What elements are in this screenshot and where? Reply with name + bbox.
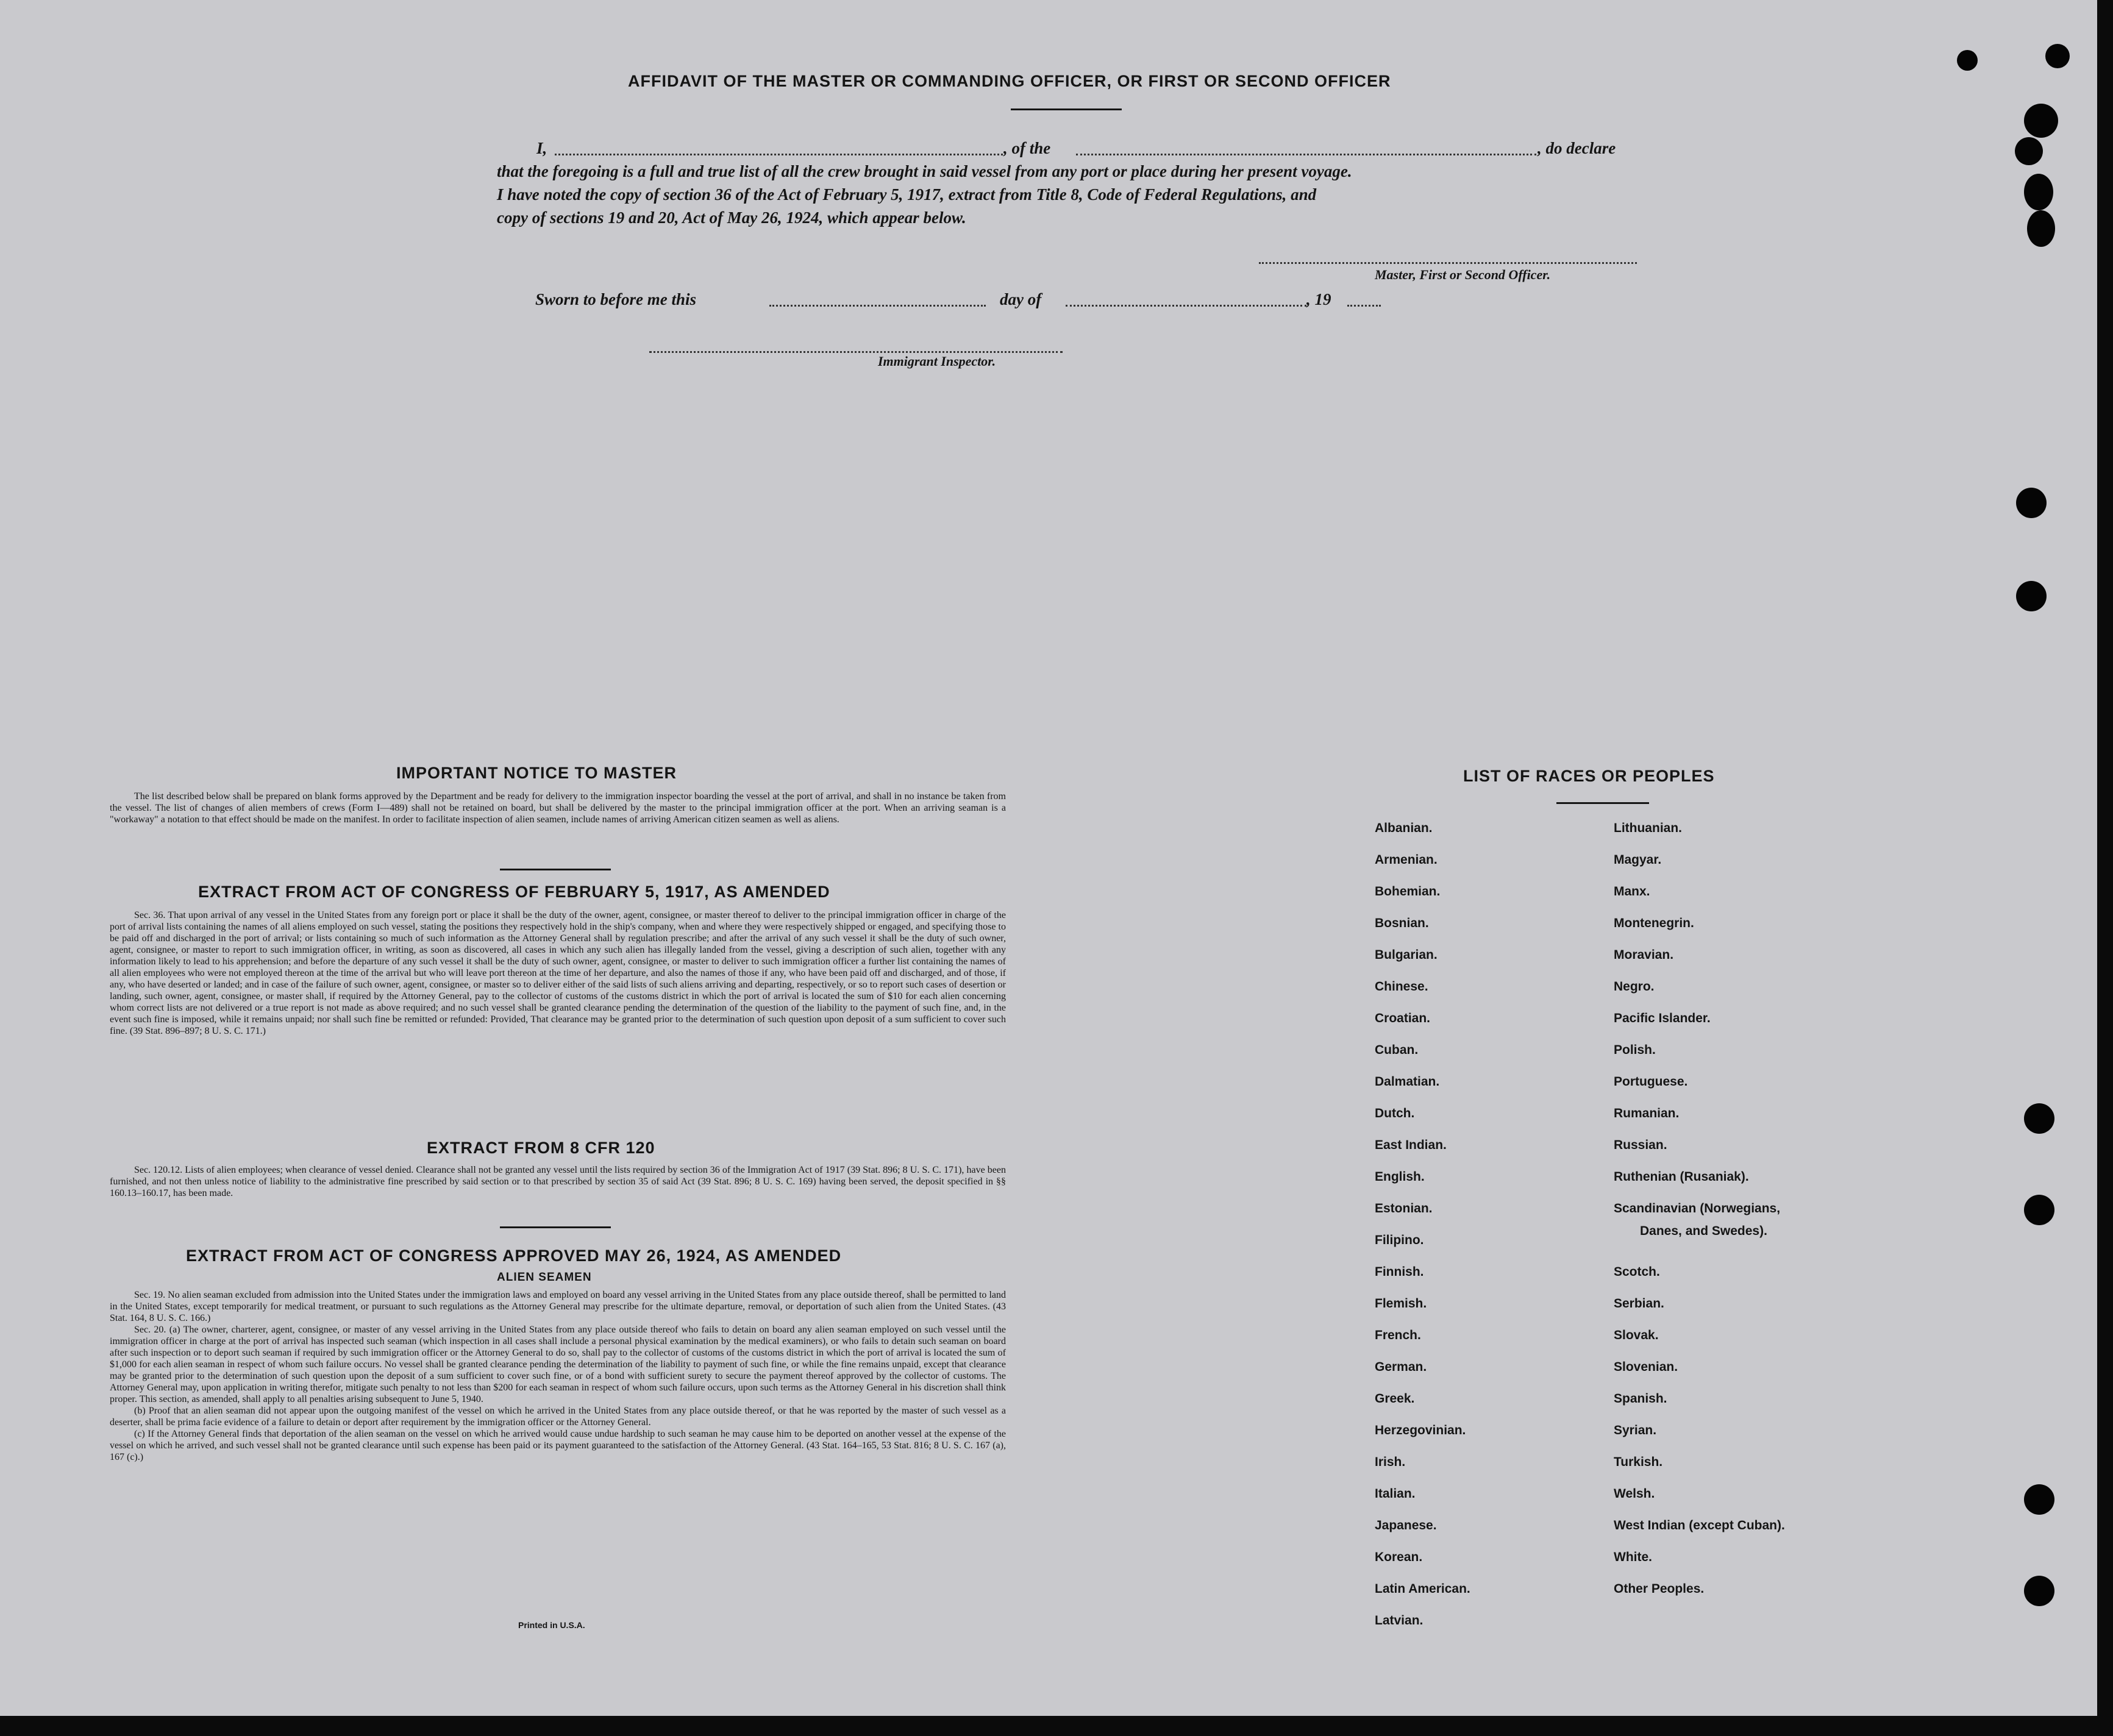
printed-in-usa: Printed in U.S.A. — [518, 1620, 585, 1630]
sworn-month-field[interactable] — [1066, 293, 1306, 307]
race-item: Other Peoples. — [1614, 1582, 1705, 1596]
year-label: , 19 — [1306, 290, 1331, 308]
extract-1917-text-block — [110, 909, 1006, 1037]
race-item: Syrian. — [1614, 1423, 1657, 1437]
race-item: Filipino. — [1375, 1233, 1424, 1247]
race-item: Montenegrin. — [1614, 916, 1694, 930]
punch-hole — [1957, 50, 1978, 71]
sec-36-paragraph: Sec. 36. That upon arrival of any vessel in the United States from any foreign port or place it shall be the duty of the owner, agent, consignee, or master thereof to deliver to the principal immigration officer in charge of the port of arrival lists containing the names of all aliens employed on such vessel, stating the positions they respectively hold in the ship's company, when and where they were respectively shipped or engaged, and specifying those to be paid off and discharged in the port of arrival; or lists containing so much of such information as the Attorney General shall by regulation prescribe; and after the arrival of any such vessel it shall be the duty of such owner, agent, consignee, or master to report to such immigration officer, in writing, as soon as discovered, all cases in which any such alien has illegally landed from the vessel, giving a description of such alien, together with any information likely to lead to his apprehension; and before the departure of any such vessel it shall be the duty of such owner, agent, consignee, or master to deliver to such immigration officer a further list containing the names of all alien employees who were not employed thereon at the time of the arrival but who will leave port thereon at the time of her departure, and also the names of those if any, who have been paid off and discharged, and of those, if any, who have deserted or landed; and in case of the failure of such owner, agent, consignee, or master so to deliver either of the said lists of such aliens arriving and departing, respectively, or so to report such cases of desertion or landing, such owner, agent, consignee, or master shall, if required by the Attorney General, pay to the collector of customs of the customs district in which the port of arrival is located the sum of $10 for each alien concerning whom correct lists are not delivered or a true report is not made as above required; and no such vessel shall be granted clearance pending the determination of the question of the liability to the payment of such fine, and, in the event such fine is imposed, while it remains unpaid; nor shall such fine be remitted or refunded: Provided, That clearance may be granted prior to the determination of such question upon deposit of a sum sufficient to cover such fine. (39 Stat. 896–897; 8 U. S. C. 171.) — [110, 910, 1006, 1036]
race-item: Finnish. — [1375, 1265, 1424, 1279]
punch-hole — [2027, 210, 2055, 247]
race-item: Slovak. — [1614, 1328, 1659, 1342]
extract-1924-text-block — [110, 1289, 1006, 1463]
punch-hole — [2016, 581, 2047, 611]
affidavit-title: AFFIDAVIT OF THE MASTER OR COMMANDING OFFICER, OR FIRST OR SECOND OFFICER — [628, 72, 1391, 90]
race-item: Bulgarian. — [1375, 948, 1438, 962]
race-item: Magyar. — [1614, 853, 1662, 867]
race-item: Manx. — [1614, 884, 1650, 898]
race-item: Herzegovinian. — [1375, 1423, 1466, 1437]
race-item: Turkish. — [1614, 1455, 1663, 1469]
punch-hole — [2024, 104, 2058, 138]
sec-120-paragraph: Sec. 120.12. Lists of alien employees; when clearance of vessel denied. Clearance shall not be granted any vessel until the lists required by section 36 of the Immigration Act of 1917 (39 Stat. 896; 8 U. S. C. 171), have been furnished, and not then unless notice of liability to the administrative fine prescribed by said section or to that prescribed by section 35 of said Act (39 Stat. 896; 8 U. S. C. 169) having been served, the deposit specified in §§ 160.13–160.17, has been made. — [110, 1165, 1006, 1198]
race-item: Latvian. — [1375, 1613, 1424, 1628]
sworn-date-field[interactable] — [769, 293, 986, 307]
master-signature-label: Master, First or Second Officer. — [1375, 267, 1551, 282]
race-item: German. — [1375, 1360, 1427, 1374]
race-item: Russian. — [1614, 1138, 1667, 1152]
race-item: Lithuanian. — [1614, 821, 1682, 835]
divider — [1556, 802, 1649, 804]
race-item: Armenian. — [1375, 853, 1438, 867]
race-item: Serbian. — [1614, 1297, 1664, 1311]
race-item-continuation: Danes, and Swedes). — [1640, 1224, 1767, 1238]
notice-title: IMPORTANT NOTICE TO MASTER — [396, 764, 677, 782]
race-item: Polish. — [1614, 1043, 1656, 1057]
punch-hole — [2024, 174, 2053, 210]
notice-text-block — [110, 791, 1006, 825]
race-item: Dalmatian. — [1375, 1075, 1440, 1089]
affidavit-line: copy of sections 19 and 20, Act of May 26, 1924, which appear below. — [497, 208, 966, 227]
do-declare-label: , do declare — [1538, 139, 1616, 157]
sec-20c-paragraph: (c) If the Attorney General finds that deportation of the alien seaman on the vessel on which he arrived would cause undue hardship to such seaman he may cause him to be deported on another vessel at the expense of the vessel on which he arrived, and such vessel shall not be granted clearance until such expense has been paid or its payment guaranteed to the satisfaction of the Attorney General. (43 Stat. 164–165, 53 Stat. 816; 8 U. S. C. 167 (a), 167 (c).) — [110, 1429, 1006, 1462]
race-item: Bohemian. — [1375, 884, 1441, 898]
race-item: Irish. — [1375, 1455, 1406, 1469]
punch-hole — [2024, 1103, 2054, 1134]
race-item: French. — [1375, 1328, 1421, 1342]
sec-20a-paragraph: Sec. 20. (a) The owner, charterer, agent, consignee, or master of any vessel arriving in the United States from any place outside thereof who fails to detain on board any alien seaman employed on such vessel until the immigration officer in charge at the port of arrival has inspected such seaman (which inspection in all cases shall include a personal physical examination by the medical examiners), or who fails to detain such seaman on board after such inspection or to deport such seaman if required by such immigration officer or the Attorney General to do so, shall pay to the collector of customs of the customs district in which the port of arrival is located the sum of $1,000 for each alien seaman in respect of whom such failure occurs. No vessel shall be granted clearance pending the determination of the liability to payment of such fine, or while the fine remains unpaid, except that clearance may be granted prior to the determination of such question upon the deposit of a sum sufficient to cover such fine, or of a bond with sufficient surety to secure the payment thereof approved by the collector of customs. The Attorney General may, upon application in writing therefor, mitigate such penalty to not less than $200 for each seaman in respect of whom such failure occurs, upon such terms as the Attorney General in his discretion shall think proper. This section, as amended, shall apply to all penalties arising subsequent to June 5, 1940. — [110, 1325, 1006, 1404]
race-item: Ruthenian (Rusaniak). — [1614, 1170, 1749, 1184]
inspector-signature-label: Immigrant Inspector. — [878, 354, 996, 369]
race-item: Scotch. — [1614, 1265, 1660, 1279]
master-signature-field[interactable] — [1259, 250, 1637, 264]
sec-20b-paragraph: (b) Proof that an alien seaman did not appear upon the outgoing manifest of the vessel on which he arrived in the United States from any place outside thereof, or that he was reported by the master of such vessel as a deserter, shall be prima facie evidence of a failure to detain or deport after requirement by the immigration officer or the Attorney General. — [110, 1406, 1006, 1428]
race-item: English. — [1375, 1170, 1425, 1184]
notice-paragraph: The list described below shall be prepared on blank forms approved by the Department and be ready for delivery to the immigration inspector boarding the vessel at the port of arrival, and shall in no instance be taken from the vessel. The list of changes of alien members of crews (Form I—489) shall not be retained on board, but shall be delivered by the master to the principal immigration officer at the port. When an arriving seaman is a "workaway" a notation to that effect should be made on the manifest. In order to facilitate inspection of alien seamen, include names of arriving American citizen seamen as well as aliens. — [110, 791, 1006, 825]
race-item: Scandinavian (Norwegians, — [1614, 1201, 1781, 1215]
race-item: Korean. — [1375, 1550, 1423, 1564]
race-item: Portuguese. — [1614, 1075, 1688, 1089]
sworn-label: Sworn to before me this — [535, 290, 697, 308]
affidavit-line: I have noted the copy of section 36 of the Act of February 5, 1917, extract from Title 8, Code of Federal Regulations, and — [497, 185, 1317, 204]
punch-hole — [2024, 1195, 2054, 1225]
day-of-label: day of — [1000, 290, 1042, 308]
race-item: Welsh. — [1614, 1487, 1655, 1501]
race-item: Negro. — [1614, 980, 1655, 994]
punch-hole — [2016, 488, 2047, 518]
race-item: Bosnian. — [1375, 916, 1429, 930]
alien-seamen-subtitle: ALIEN SEAMEN — [497, 1271, 592, 1284]
punch-hole — [2045, 44, 2070, 68]
race-item: Croatian. — [1375, 1011, 1431, 1025]
divider — [500, 869, 611, 870]
race-item: Slovenian. — [1614, 1360, 1678, 1374]
punch-hole — [2024, 1576, 2054, 1606]
race-item: Italian. — [1375, 1487, 1416, 1501]
punch-hole — [2024, 1484, 2054, 1515]
race-item: Pacific Islander. — [1614, 1011, 1711, 1025]
of-the-label: , of the — [1003, 139, 1051, 157]
race-item: Cuban. — [1375, 1043, 1419, 1057]
race-item: Japanese. — [1375, 1518, 1437, 1532]
race-item: Greek. — [1375, 1392, 1415, 1406]
race-item: Estonian. — [1375, 1201, 1433, 1215]
race-item: Albanian. — [1375, 821, 1433, 835]
declarant-name-field[interactable] — [555, 141, 1003, 155]
extract-1924-title: EXTRACT FROM ACT OF CONGRESS APPROVED MAY 26, 1924, AS AMENDED — [186, 1247, 842, 1265]
inspector-signature-field[interactable] — [649, 339, 1063, 353]
race-item: Dutch. — [1375, 1106, 1415, 1120]
extract-1917-title: EXTRACT FROM ACT OF CONGRESS OF FEBRUARY 5, 1917, AS AMENDED — [198, 883, 830, 901]
affidavit-line: that the foregoing is a full and true list of all the crew brought in said vessel from any port or place during her present voyage. — [497, 162, 1352, 180]
extract-cfr-text-block — [110, 1164, 1006, 1199]
races-title: LIST OF RACES OR PEOPLES — [1463, 767, 1715, 785]
punch-hole — [2015, 137, 2043, 165]
vessel-name-field[interactable] — [1076, 141, 1536, 155]
declarant-label: I, — [536, 139, 547, 157]
race-item: Rumanian. — [1614, 1106, 1680, 1120]
race-item: Chinese. — [1375, 980, 1428, 994]
divider — [500, 1226, 611, 1228]
race-item: Moravian. — [1614, 948, 1674, 962]
race-item: East Indian. — [1375, 1138, 1447, 1152]
sec-19-paragraph: Sec. 19. No alien seaman excluded from admission into the United States under the immigration laws and employed on board any vessel arriving in the United States from any place outside thereof, shall be permitted to land in the United States, except temporarily for medical treatment, or pursuant to such regulations as the Attorney General may prescribe for the ultimate departure, removal, or deportation of such alien from the United States. (43 Stat. 164, 8 U. S. C. 166.) — [110, 1290, 1006, 1323]
race-item: White. — [1614, 1550, 1652, 1564]
race-item: West Indian (except Cuban). — [1614, 1518, 1785, 1532]
extract-cfr-title: EXTRACT FROM 8 CFR 120 — [427, 1139, 655, 1157]
race-item: Latin American. — [1375, 1582, 1470, 1596]
divider — [1011, 108, 1122, 110]
sworn-year-field[interactable] — [1347, 293, 1381, 307]
race-item: Spanish. — [1614, 1392, 1667, 1406]
race-item: Flemish. — [1375, 1297, 1427, 1311]
